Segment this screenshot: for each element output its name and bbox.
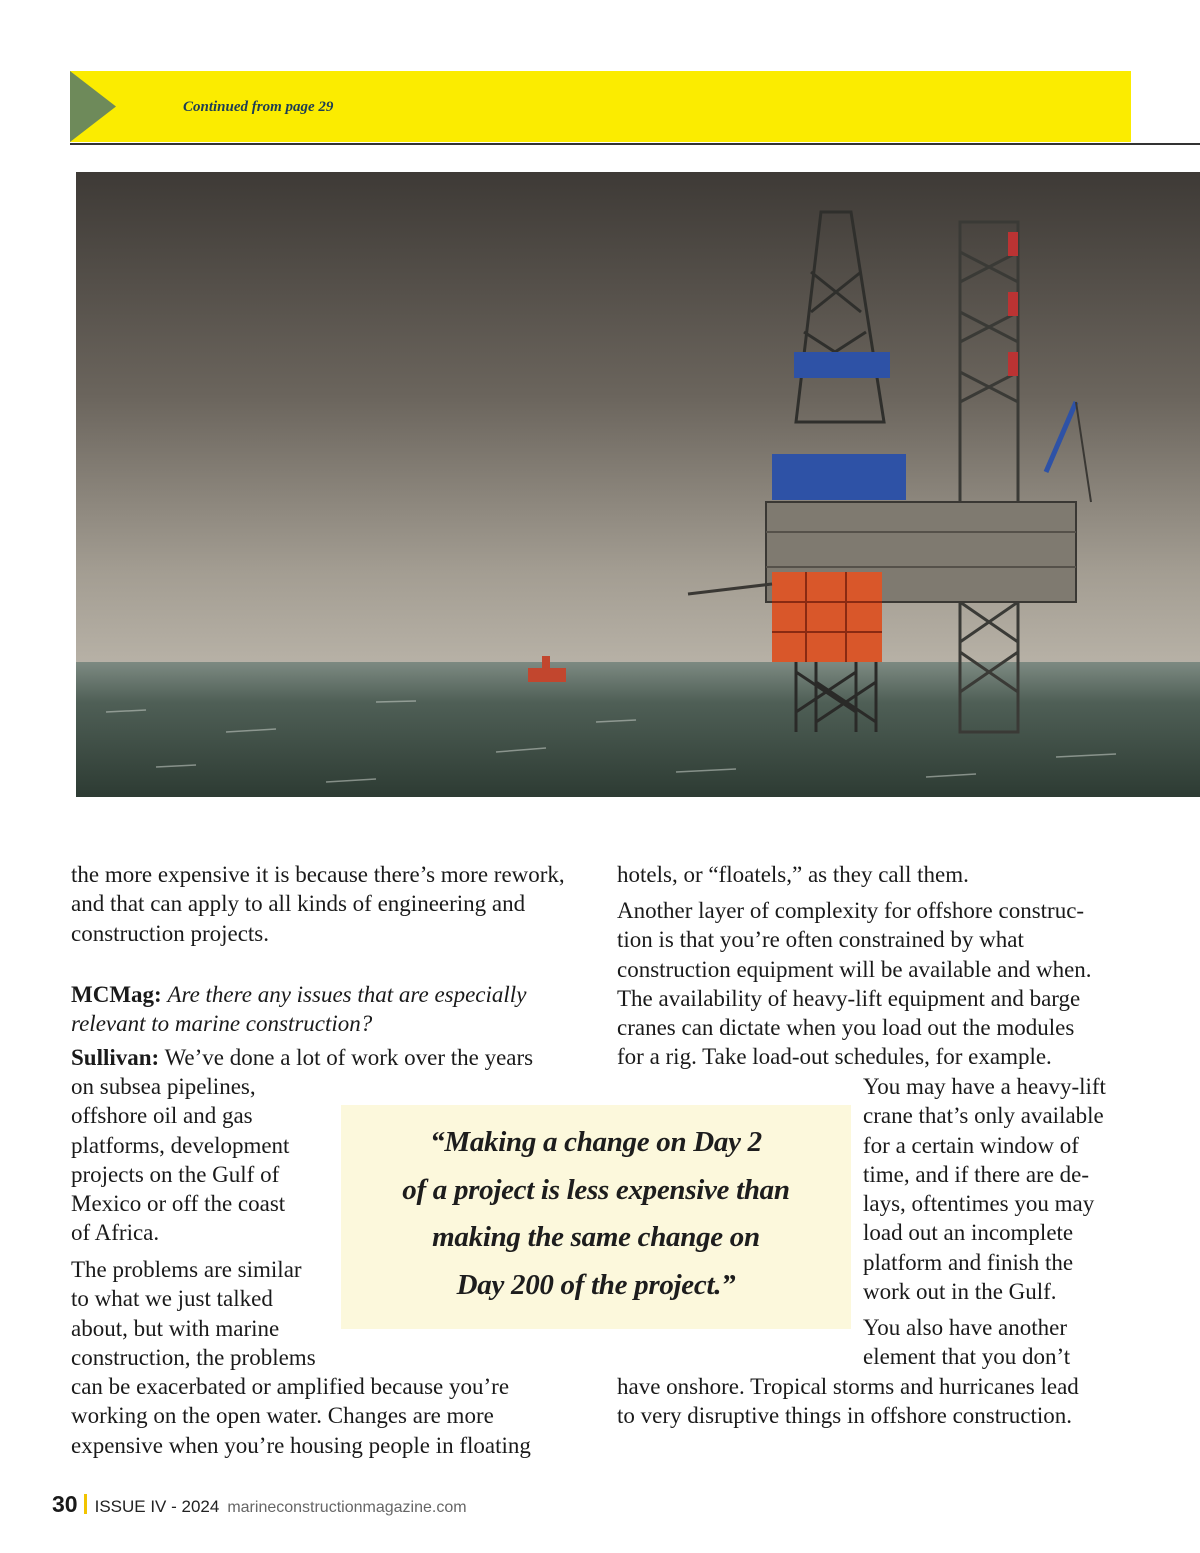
answer-text: We’ve done a lot of work over the years — [164, 1045, 534, 1070]
answer-first-line — [71, 1043, 581, 1072]
text-line: time, and if there are de- — [863, 1161, 1090, 1187]
page-number: 30 — [52, 1491, 78, 1517]
text-line: projects on the Gulf of — [71, 1161, 280, 1187]
text-line: to what we just talked — [71, 1286, 273, 1312]
text-line: crane that’s only available — [863, 1103, 1104, 1129]
continued-from-label: Continued from page 29 — [183, 99, 334, 115]
continued-banner — [70, 71, 1131, 142]
text-line: work out in the Gulf. — [863, 1279, 1057, 1305]
arrow-icon — [70, 71, 116, 142]
page-footer — [52, 1491, 467, 1518]
left-para-2-rest-text: can be exacerbated or amplified because you’re working on the open water. Changes are more expensive when you’re housing people in floating — [71, 1374, 531, 1458]
text-line: element that you don’t — [863, 1344, 1071, 1370]
quote-line: of a project is less expensive than — [402, 1173, 790, 1206]
text-line: offshore oil and gas — [71, 1103, 253, 1129]
left-para-1 — [71, 860, 571, 948]
text-line: about, but with marine — [71, 1315, 280, 1341]
text-line: construction, the problems — [71, 1344, 316, 1370]
text-line: You also have another — [863, 1315, 1067, 1340]
text-line: construction equipment will be available and when. — [617, 956, 1092, 982]
footer-divider — [84, 1494, 87, 1514]
mcmag-label: MCMag: — [71, 982, 162, 1007]
quote-line: Day 200 of the project.” — [456, 1268, 736, 1301]
text-line: of Africa. — [71, 1220, 160, 1246]
text-line: load out an incomplete — [863, 1220, 1074, 1246]
text-line: Mexico or off the coast — [71, 1191, 286, 1217]
left-para-2-wrap — [71, 1255, 331, 1372]
text-line: The availability of heavy-lift equipment and barge — [617, 985, 1081, 1011]
right-para-3-rest — [617, 1372, 1137, 1431]
text-line: platform and finish the — [863, 1249, 1074, 1275]
right-wrap-2 — [863, 1313, 1143, 1372]
text-line: You may have a heavy-lift — [863, 1074, 1106, 1099]
text-line: cranes can dictate when you load out the modules — [617, 1015, 1075, 1041]
text-line: lays, oftentimes you may — [863, 1191, 1095, 1217]
pull-quote — [341, 1105, 851, 1329]
right-para-2 — [617, 896, 1137, 1072]
interview-question — [71, 980, 571, 1039]
sullivan-label: Sullivan: — [71, 1045, 160, 1070]
banner-divider — [70, 143, 1200, 145]
text-line: for a rig. Take load-out schedules, for example. — [617, 1044, 1052, 1070]
text-line: Another layer of complexity for offshore construc- — [617, 898, 1085, 923]
text-line: have onshore. Tropical storms and hurricanes lead — [617, 1374, 1079, 1399]
quote-line: “Making a change on Day 2 — [430, 1126, 762, 1158]
text-line: The problems are similar — [71, 1257, 302, 1282]
question-text: Are there any issues that are especially relevant to marine construction? — [71, 982, 527, 1037]
left-para-2-rest — [71, 1372, 566, 1460]
text-line: tion is that you’re often constrained by what — [617, 927, 1024, 953]
left-para-1-text: the more expensive it is because there’s more rework, and that can apply to all kinds of engineering and construction projects. — [71, 862, 565, 946]
text-line: platforms, development — [71, 1132, 290, 1158]
right-para-1 — [617, 860, 1137, 889]
right-wrap-1 — [863, 1072, 1143, 1306]
right-para-1-text: hotels, or “floatels,” as they call them. — [617, 862, 969, 887]
text-line: for a certain window of — [863, 1132, 1079, 1158]
quote-line: making the same change on — [432, 1221, 760, 1253]
answer-wrap — [71, 1072, 331, 1248]
site-url[interactable]: marineconstructionmagazine.com — [227, 1499, 467, 1516]
text-line: to very disruptive things in offshore construction. — [617, 1403, 1073, 1429]
pull-quote-text — [341, 1119, 851, 1309]
text-line: on subsea pipelines, — [71, 1074, 256, 1099]
issue-label: ISSUE IV - 2024 — [94, 1497, 220, 1516]
offshore-rig-photo — [76, 172, 1200, 797]
